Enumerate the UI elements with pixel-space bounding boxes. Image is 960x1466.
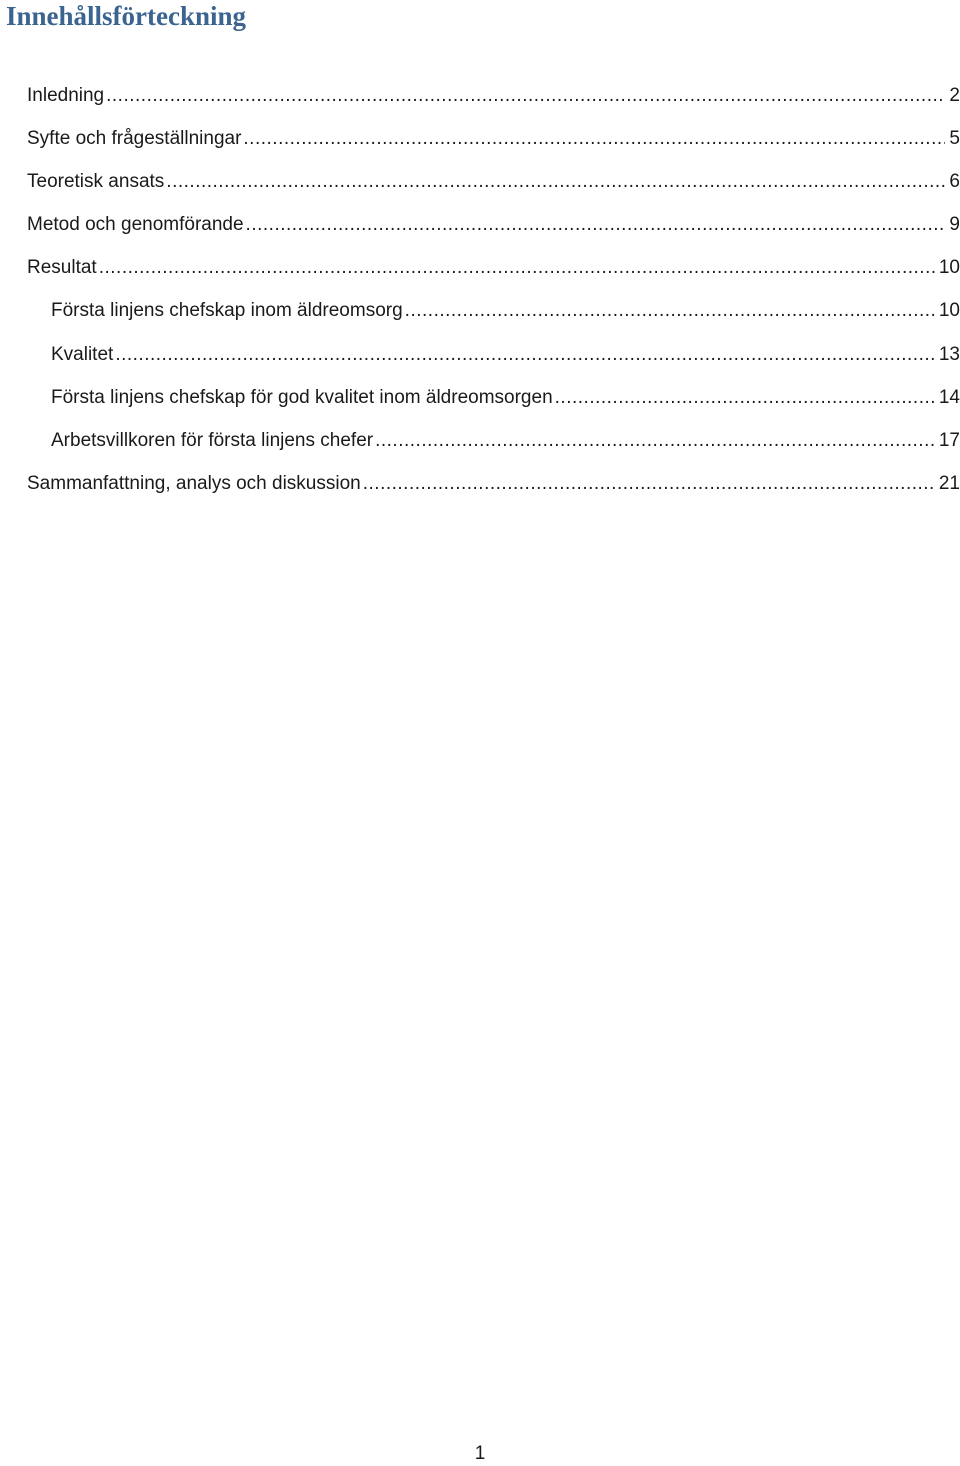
toc-dot-leader [363,466,935,502]
toc-entry-text: Resultat [27,257,97,279]
toc-dot-leader [375,423,935,459]
toc-entry-forsta-linjens-chefskap[interactable] [27,293,960,336]
toc-entry-text: Kvalitet [51,343,114,365]
toc-dot-leader [246,207,946,243]
toc-dot-leader [99,250,935,286]
toc-entry-page: 5 [949,128,960,150]
toc-entry-text: Sammanfattning, analys och diskussion [27,472,361,494]
toc-entry-inledning[interactable] [27,78,960,121]
toc-entry-sammanfattning[interactable] [27,466,960,509]
toc-entry-page: 13 [938,343,960,365]
toc-entry-page: 10 [938,300,960,322]
toc-entry-syfte[interactable] [27,121,960,164]
toc-entry-page: 9 [949,214,960,236]
toc-entry-arbetsvillkoren[interactable] [27,423,960,466]
toc-dot-leader [115,337,935,373]
toc-heading: Innehållsförteckning [6,1,247,31]
toc-dot-leader [166,164,945,200]
toc-entry-text: Första linjens chefskap inom äldreomsorg [51,300,403,322]
page-number: 1 [474,1443,486,1464]
toc-entry-kvalitet[interactable] [27,337,960,380]
toc-entry-page: 2 [949,85,960,106]
toc-entry-god-kvalitet[interactable] [27,380,960,423]
toc-entry-page: 17 [938,429,960,451]
toc-dot-leader [405,293,935,329]
toc-entry-text: Syfte och frågeställningar [27,128,242,150]
table-of-contents [27,78,960,509]
toc-dot-leader [243,121,945,157]
toc-entry-resultat[interactable] [27,250,960,293]
toc-dot-leader [106,78,945,114]
toc-dot-leader [555,380,935,416]
toc-entry-text: Inledning [27,85,105,106]
toc-entry-teoretisk-ansats[interactable] [27,164,960,207]
toc-entry-page: 6 [949,171,960,193]
toc-entry-text: Första linjens chefskap för god kvalitet inom äldreomsorgen [51,386,553,408]
toc-entry-text: Metod och genomförande [27,214,244,236]
toc-entry-page: 14 [938,386,960,408]
toc-entry-page: 21 [938,472,960,494]
toc-entry-page: 10 [938,257,960,279]
toc-entry-metod[interactable] [27,207,960,250]
toc-entry-text: Arbetsvillkoren för första linjens chefer [51,429,374,451]
toc-entry-text: Teoretisk ansats [27,171,165,193]
